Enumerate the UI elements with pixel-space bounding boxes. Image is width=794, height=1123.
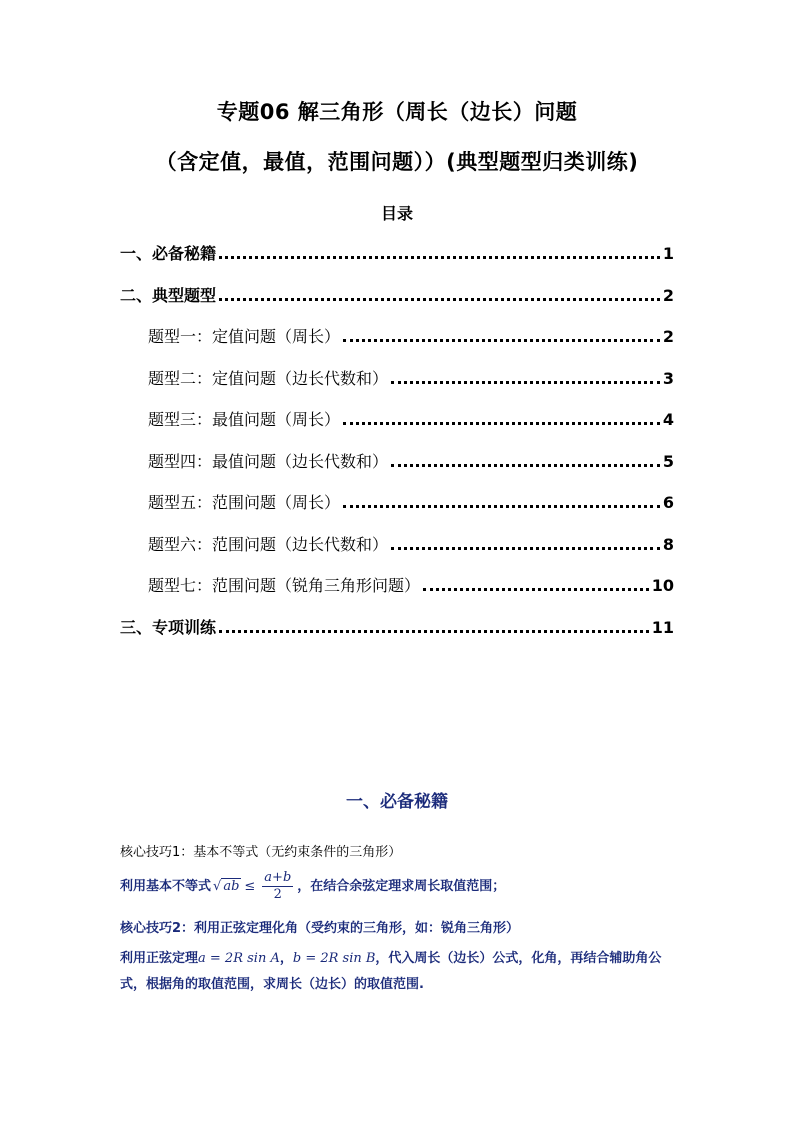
toc-entry-label: 二、典型题型 — [120, 286, 217, 305]
toc-entry[interactable] — [148, 406, 674, 430]
toc-entry-label: 题型五：范围问题（周长） — [148, 493, 341, 512]
toc-entry-page: 10 — [651, 576, 674, 595]
toc-entry-label: 题型二：定值问题（边长代数和） — [148, 369, 389, 388]
toc-entry-page: 11 — [651, 618, 674, 637]
tip2-text-a: 利用正弦定理 — [120, 951, 199, 966]
toc-entry[interactable] — [148, 572, 674, 596]
toc-entry-page: 3 — [662, 369, 674, 388]
toc-leader-dots — [343, 505, 660, 508]
sine-law-b: b = 2R sin B — [292, 951, 376, 966]
toc-entry[interactable] — [120, 240, 674, 264]
tip1-text-b: ，在结合余弦定理求周长取值范围； — [297, 878, 506, 894]
core-tip-1-text — [120, 870, 676, 903]
toc-leader-dots — [391, 464, 660, 467]
fraction-denominator: 2 — [273, 887, 282, 902]
core-tip-2-text — [120, 946, 676, 998]
sqrt-radicand: ab — [223, 878, 240, 894]
core-tip-2-heading: 核心技巧2：利用正弦定理化角（受约束的三角形，如：锐角三角形） — [120, 921, 520, 936]
toc-entry[interactable] — [148, 489, 674, 513]
toc-entry-page: 4 — [662, 410, 674, 429]
sine-law-a: a = 2R sin A — [198, 951, 280, 966]
toc-leader-dots — [219, 298, 660, 301]
toc-entry-label: 题型七：范围问题（锐角三角形问题） — [148, 576, 421, 595]
toc-entry-label: 题型三：最值问题（周长） — [148, 410, 341, 429]
toc-entry[interactable] — [148, 323, 674, 347]
tip2-separator: ， — [279, 951, 293, 966]
toc-entry-page: 2 — [662, 327, 674, 346]
toc-leader-dots — [391, 547, 660, 550]
toc-entry-label: 题型六：范围问题（边长代数和） — [148, 535, 389, 554]
toc-leader-dots — [391, 381, 660, 384]
document-title-line-2: （含定值，最值，范围问题））(典型题型归类训练) — [155, 150, 639, 174]
sqrt-formula: √ ab — [213, 878, 240, 894]
toc-entry-label: 一、必备秘籍 — [120, 244, 217, 263]
toc-entry-page: 5 — [662, 452, 674, 471]
fraction — [262, 870, 293, 903]
tip1-text-a: 利用基本不等式 — [120, 878, 212, 894]
toc-entry[interactable] — [148, 448, 674, 472]
toc-leader-dots — [343, 339, 660, 342]
toc-entry[interactable] — [120, 282, 674, 306]
toc-leader-dots — [219, 256, 660, 259]
toc-entry-page: 6 — [662, 493, 674, 512]
toc-entry-page: 1 — [662, 244, 674, 263]
le-symbol: ≤ — [244, 878, 256, 894]
document-title-line-1: 专题06 解三角形（周长（边长）问题 — [216, 100, 578, 124]
toc-heading: 目录 — [380, 204, 413, 223]
toc-entry[interactable] — [148, 531, 674, 555]
toc-entry-label: 题型一：定值问题（周长） — [148, 327, 341, 346]
tip2-text-b: ，代入周长（边长）公式，化角，再结合辅助角公式，根据角的取值范围，求周长（边长）的取值范围. — [120, 951, 662, 992]
section-heading: 一、必备秘籍 — [346, 792, 448, 812]
toc-entry-page: 8 — [662, 535, 674, 554]
core-tip-1-heading: 核心技巧1：基本不等式（无约束条件的三角形） — [120, 845, 402, 860]
toc-entry-label: 三、专项训练 — [120, 618, 217, 637]
toc-leader-dots — [219, 630, 649, 633]
toc-entry[interactable] — [148, 365, 674, 389]
toc-leader-dots — [423, 588, 649, 591]
toc-entry[interactable] — [120, 614, 674, 638]
toc-leader-dots — [343, 422, 660, 425]
fraction-numerator: a+b — [264, 870, 292, 885]
toc-entry-page: 2 — [662, 286, 674, 305]
toc-entry-label: 题型四：最值问题（边长代数和） — [148, 452, 389, 471]
